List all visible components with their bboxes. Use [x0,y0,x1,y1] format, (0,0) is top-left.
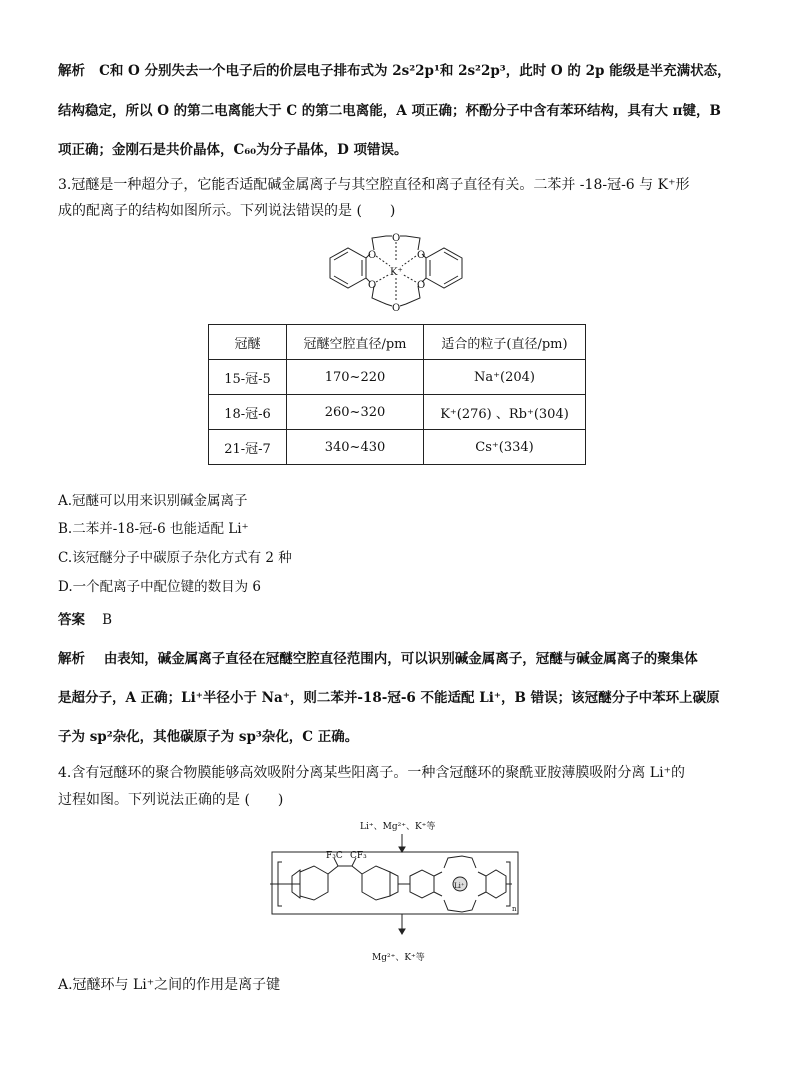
question-3-stem-line-1: 3.冠醚是一种超分子，它能否适配碱金属离子与其空腔直径和离子直径有关。二苯并 -18-冠-6 与 K⁺形 [58,177,690,193]
question-3-stem-line-2: 成的配离子的结构如图所示。下列说法错误的是 ( ) [58,203,396,219]
explanation-line-1: 解析 由表知，碱金属离子直径在冠醚空腔直径范围内，可以识别碱金属离子，冠醚与碱金属离子的聚集体 [58,651,698,667]
oxygen-atom: O [392,233,401,244]
lithium-ion-label: Li⁺ [454,882,465,890]
table-row [209,430,586,465]
explanation-line-3: 子为 sp²杂化，其他碳原子为 sp³杂化，C 正确。 [58,729,359,745]
explanation-line-1: 解析 C和 O 分别失去一个电子后的价层电子排布式为 2s²2p¹和 2s²2p³，此时 O 的 2p 能级是半充满状态， [58,63,731,79]
table-cell: Cs⁺(334) [424,430,586,465]
crown-ether-table [208,324,586,465]
oxygen-atom: O [368,280,377,291]
table-cell: 340~430 [287,430,424,465]
table-cell: 15-冠-5 [209,360,287,395]
table-cell: K⁺(276) 、Rb⁺(304) [424,395,586,430]
oxygen-atom: O [368,250,377,261]
table-cell: 170~220 [287,360,424,395]
output-ions-label: Mg²⁺、K⁺等 [372,953,425,963]
oxygen-atom: O [392,303,401,314]
input-ions-label: Li⁺、Mg²⁺、K⁺等 [360,822,436,832]
table-header: 冠醚 [209,325,287,360]
explanation-label: 解析 [58,63,85,79]
table-cell: 260~320 [287,395,424,430]
repeat-unit-label: n [512,905,517,913]
polyimide-membrane-figure [262,818,528,968]
table-header: 适合的粒子(直径/pm) [424,325,586,360]
table-cell: 21-冠-7 [209,430,287,465]
answer-label: 答案 [58,612,85,628]
answer-value: B [102,612,113,628]
option-c: C.该冠醚分子中碳原子杂化方式有 2 种 [58,550,292,566]
cf3-label: F₃C [326,851,343,861]
explanation-label: 解析 [58,651,85,667]
oxygen-atom: O [417,280,426,291]
question-4-stem-line-2: 过程如图。下列说法正确的是 ( ) [58,792,284,808]
answer-line [58,611,112,629]
explanation-line-2: 是超分子，A 正确；Li⁺半径小于 Na⁺，则二苯并-18-冠-6 不能适配 Li⁺，B 错误；该冠醚分子中苯环上碳原 [58,690,720,706]
table-row [209,360,586,395]
option-a: A.冠醚可以用来识别碱金属离子 [58,493,248,509]
table-header: 冠醚空腔直径/pm [287,325,424,360]
table-row [209,395,586,430]
table-header-row [209,325,586,360]
oxygen-atom: O [417,250,426,261]
table-cell: 18-冠-6 [209,395,287,430]
option-b: B.二苯并-18-冠-6 也能适配 Li⁺ [58,521,249,537]
explanation-line-2: 结构稳定，所以 O 的第二电离能大于 C 的第二电离能，A 项正确；杯酚分子中含有苯环结构，具有大 π键，B [58,103,721,119]
question-4-stem-line-1: 4.含有冠醚环的聚合物膜能够高效吸附分离某些阳离子。一种含冠醚环的聚酰亚胺薄膜吸附分离 Li⁺的 [58,765,685,781]
option-a: A.冠醚环与 Li⁺之间的作用是离子键 [58,977,281,993]
cf3-label: CF₃ [350,851,367,861]
option-d: D.一个配离子中配位键的数目为 6 [58,579,262,595]
potassium-ion-label: K⁺ [390,267,403,278]
explanation-line-3: 项正确；金刚石是共价晶体，C₆₀为分子晶体，D 项错误。 [58,142,408,158]
dibenzo-18-crown-6-k-figure [318,228,474,316]
table-cell: Na⁺(204) [424,360,586,395]
